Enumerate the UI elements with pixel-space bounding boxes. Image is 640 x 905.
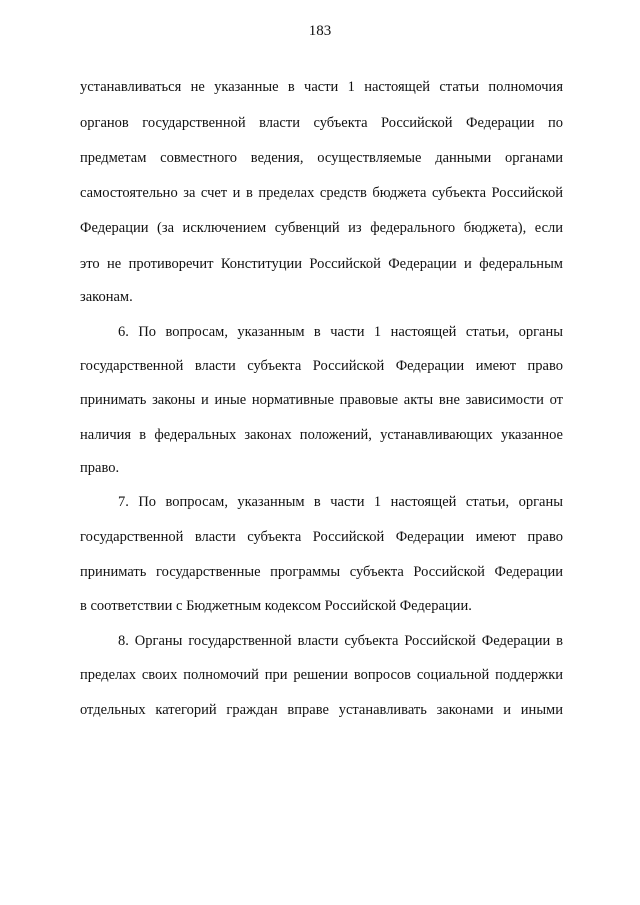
- text-line: это не противоречит Конституции Российской Федерации и федеральным: [80, 256, 563, 272]
- text-line: принимать государственные программы субъекта Российской Федерации: [80, 564, 563, 580]
- paragraph-first-line: 6. По вопросам, указанным в части 1 настоящей статьи, органы: [118, 324, 563, 340]
- text-line: право.: [80, 460, 120, 476]
- paragraph-first-line: 7. По вопросам, указанным в части 1 настоящей статьи, органы: [118, 494, 563, 510]
- text-line: отдельных категорий граждан вправе устанавливать законами и иными: [80, 702, 563, 718]
- text-line: устанавливаться не указанные в части 1 настоящей статьи полномочия: [80, 79, 563, 95]
- text-line: наличия в федеральных законах положений, устанавливающих указанное: [80, 427, 563, 443]
- page-number: 183: [308, 23, 332, 39]
- text-line: органов государственной власти субъекта Российской Федерации по: [80, 115, 563, 131]
- text-line: законам.: [80, 289, 133, 305]
- text-line: в соответствии с Бюджетным кодексом Российской Федерации.: [80, 598, 472, 614]
- text-line: пределах своих полномочий при решении вопросов социальной поддержки: [80, 667, 563, 683]
- text-line: государственной власти субъекта Российской Федерации имеют право: [80, 358, 563, 374]
- text-line: предметам совместного ведения, осуществляемые данными органами: [80, 150, 563, 166]
- text-line: государственной власти субъекта Российской Федерации имеют право: [80, 529, 563, 545]
- text-line: самостоятельно за счет и в пределах средств бюджета субъекта Российской: [80, 185, 563, 201]
- paragraph-first-line: 8. Органы государственной власти субъекта Российской Федерации в: [118, 633, 563, 649]
- text-line: Федерации (за исключением субвенций из федерального бюджета), если: [80, 220, 563, 236]
- text-line: принимать законы и иные нормативные правовые акты вне зависимости от: [80, 392, 563, 408]
